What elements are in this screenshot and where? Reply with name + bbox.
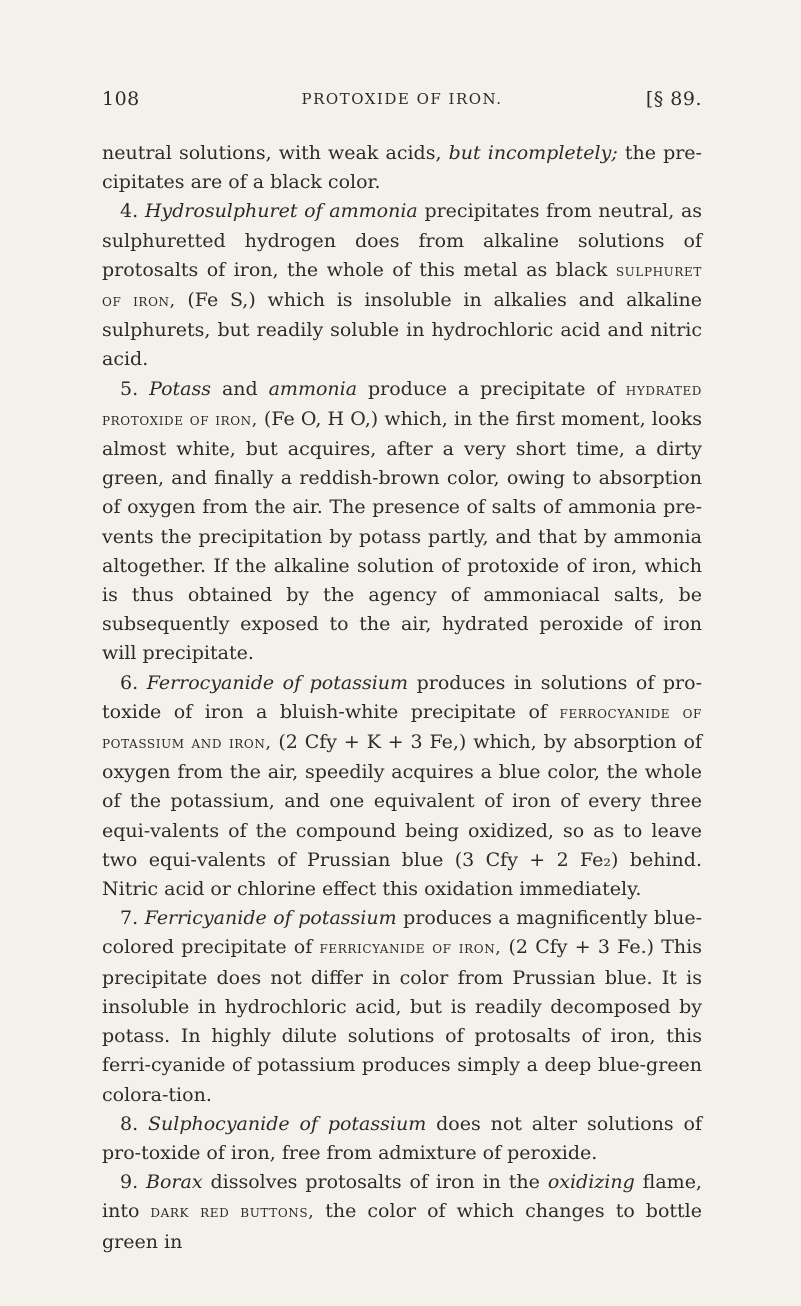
text-run: dissolves protosalts of iron in the [210, 1171, 540, 1194]
paragraph-6 [102, 669, 702, 905]
paragraph-4 [102, 197, 702, 374]
compound-name: hydrated protoxide of iron, [102, 379, 703, 430]
reagent-name: Borax [146, 1171, 203, 1194]
compound-name: dark red buttons, [150, 1202, 315, 1223]
text-run: produces a magnificently blue-colored precipitate of [102, 907, 702, 959]
item-number: 8. [120, 1112, 139, 1135]
compound-name: sulphuret of iron, [102, 260, 702, 312]
paragraph-5 [102, 375, 702, 669]
item-number: 9. [120, 1171, 139, 1194]
text-run: produces in solutions of pro-toxide of iron a bluish-white precipitate of [102, 671, 702, 723]
text-run: produce a precipitate of [368, 377, 615, 400]
reagent-name: Potass [149, 377, 211, 400]
text-run: (Fe S,) which is insoluble in alkalies and alkaline sulphurets, but readily soluble in hydrochloric acid and nitric acid. [102, 289, 702, 371]
text-run: (Fe O, H O,) which, in the first moment, looks almost white, but acquires, after a very short time, a dirty green, and finally a reddish-brown color, owing to absorption of oxygen from the air. The presence of salts of ammonia pre-vents the precipitation by potass partly, and that by ammonia altogether. If the alkaline solution of protoxide of iron, which is thus obtained by the agency of ammoniacal salts, be subsequently exposed to the air, hydrated peroxide of iron will precipitate. [102, 407, 702, 665]
section-number: [§ 89. [645, 88, 702, 110]
compound-name: ferrocyanide of potassium and iron, [102, 702, 702, 754]
text-run: flame, into [102, 1171, 702, 1223]
reagent-name: ammonia [268, 377, 358, 400]
item-number: 4. [120, 200, 139, 223]
emphasis: oxidizing [547, 1171, 635, 1194]
paragraph-9 [102, 1168, 702, 1257]
emphasis: but incompletely; [448, 142, 618, 164]
paragraph-7 [102, 904, 702, 1109]
text-run: the color of which changes to bottle green in [102, 1200, 702, 1253]
reagent-name: Sulphocyanide of potassium [148, 1112, 427, 1135]
page-header [102, 88, 702, 118]
paragraph-8 [102, 1110, 702, 1168]
reagent-name: Ferrocyanide of potassium [146, 671, 409, 694]
text-run: (2 Cfy + 3 Fe.) This precipitate does not differ in color from Prussian blue. It is insoluble in hydrochloric acid, but is readily decomposed by potass. In highly dilute solutions of protosalts of iron, this ferri-cyanide of potassium produces simply a deep blue-green colora-tion. [102, 936, 702, 1106]
reagent-name: Hydrosulphuret of ammonia [144, 200, 418, 223]
text-run: the pre-cipitates are of a black color. [102, 142, 702, 194]
text-run: (2 Cfy + K + 3 Fe,) which, by absorption of oxygen from the air, speedily acquires a blue color, the whole of the potassium, and one equivalent of iron of every three equi-valents of the compound being oxidized, so as to leave two equi-valents of Prussian blue (3 Cfy + 2 Fe₂) behind. Nitric acid or chlorine effect this oxidation immediately. [102, 731, 703, 901]
running-title: PROTOXIDE OF IRON. [301, 90, 503, 108]
item-number: 6. [120, 671, 139, 694]
text-run: and [221, 377, 258, 400]
page-number: 108 [102, 88, 140, 110]
reagent-name: Ferricyanide of potassium [144, 907, 397, 930]
compound-name: ferricyanide of iron, [319, 938, 502, 959]
body-text [102, 139, 702, 1257]
text-run: neutral solutions, with weak acids, [102, 142, 442, 164]
paragraph-continuation [102, 139, 702, 197]
text-run: does not alter solutions of pro-toxide of iron, free from admixture of peroxide. [102, 1112, 702, 1164]
item-number: 7. [120, 907, 139, 930]
item-number: 5. [120, 377, 139, 400]
text-run: precipitates from neutral, as sulphuretted hydrogen does from alkaline solutions of protosalts of iron, the whole of this metal as black [102, 200, 703, 281]
